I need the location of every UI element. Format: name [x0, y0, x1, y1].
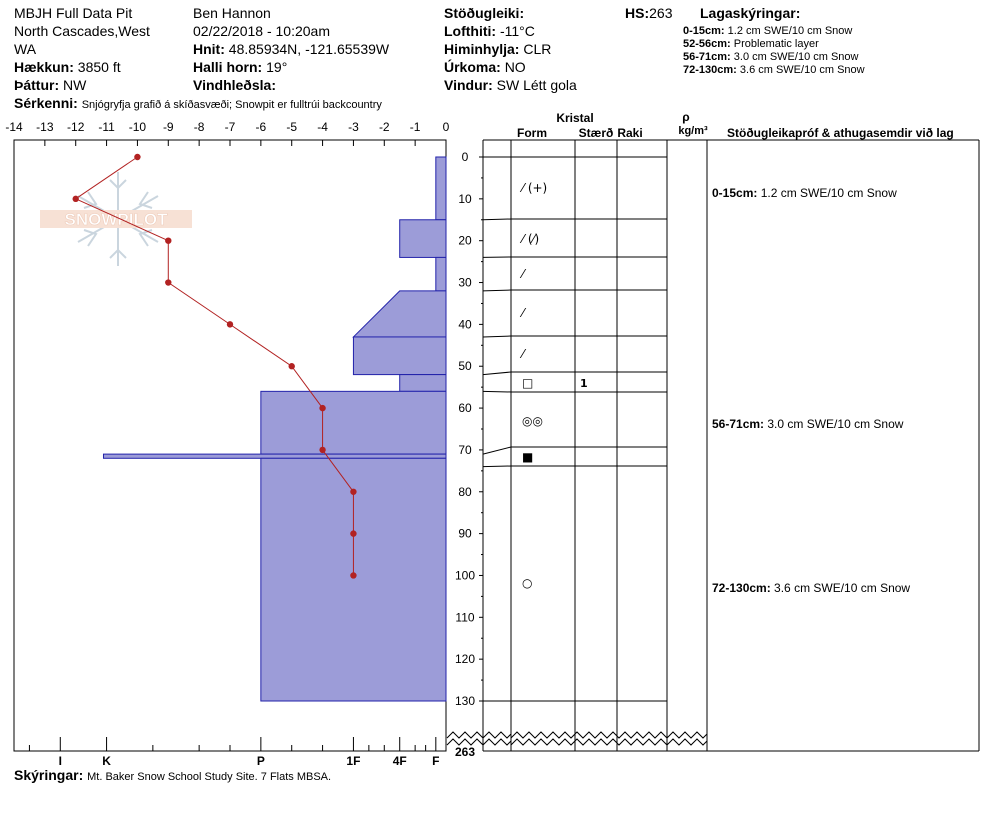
air-temp-label: Lofthiti:	[444, 23, 497, 39]
depth-tick-label: 120	[454, 652, 476, 667]
temp-tick-label: -7	[224, 120, 236, 134]
temperature-point	[319, 405, 325, 411]
layer-notes-title: Lagaskýringar:	[700, 5, 801, 21]
size-header: Stærð	[578, 126, 614, 140]
temp-tick-label: -2	[378, 120, 390, 134]
comments-value: Mt. Baker Snow School Study Site. 7 Flats MBSA.	[87, 771, 332, 783]
layer-note: 72-130cm: 3.6 cm SWE/10 cm Snow	[683, 64, 865, 76]
comments-label: Skýringar:	[14, 767, 84, 783]
moisture-header: Raki	[617, 126, 643, 140]
wind-label: Vindur:	[444, 77, 493, 93]
crystal-form: ⁄	[522, 347, 525, 361]
temp-tick-label: -12	[67, 120, 85, 134]
layer-connector	[483, 391, 511, 392]
crystal-form: ◎◎	[522, 414, 543, 428]
temperature-axis	[5, 120, 449, 146]
crystal-form: ○	[522, 576, 533, 590]
hardness-profile	[103, 157, 446, 701]
slope-value: 19°	[266, 59, 288, 75]
hardness-tick-label: K	[102, 754, 111, 768]
temperature-point	[227, 321, 233, 327]
wind-loading-label: Vindhleðsla:	[193, 77, 276, 93]
crystal-form: ⁄ (⁄)	[522, 232, 540, 246]
depth-tick-label: 50	[458, 359, 472, 374]
specifics-label: Sérkenni:	[14, 95, 78, 111]
location-line-2: WA	[14, 41, 37, 57]
depth-tick-label: 130	[454, 694, 476, 708]
datetime: 02/22/2018 - 10:20am	[193, 23, 330, 39]
temp-tick-label: -5	[286, 120, 298, 134]
layer-table	[447, 110, 979, 759]
hardness-layer	[261, 391, 446, 454]
temp-tick-label: -1	[409, 120, 421, 134]
break-mark-table-2	[511, 739, 707, 745]
layer-comment: 56-71cm: 3.0 cm SWE/10 cm Snow	[712, 417, 904, 431]
pit-name: MBJH Full Data Pit	[14, 5, 133, 21]
temperature-point	[350, 530, 356, 536]
temp-tick-label: -10	[128, 120, 147, 134]
depth-tick-label: 80	[458, 484, 472, 499]
temperature-point	[134, 154, 140, 160]
wind-value: SW Létt gola	[496, 77, 577, 93]
temp-tick-label: -13	[36, 120, 54, 134]
total-depth-label: 263	[454, 745, 476, 759]
hardness-tick-label: 4F	[392, 754, 407, 768]
precip-value: NO	[504, 59, 526, 75]
specifics-value: Snjógryfja grafið á skíðasvæði; Snowpit er fulltrúi backcountry	[81, 99, 382, 111]
location-line-1: North Cascades,West	[14, 23, 150, 39]
break-mark-table	[511, 732, 707, 738]
temp-tick-label: 0	[442, 120, 450, 134]
depth-tick-label: 0	[461, 150, 469, 164]
precip-label: Úrkoma:	[444, 59, 501, 75]
crystal-form: ⁄	[522, 267, 525, 281]
sky-label: Himinhylja:	[444, 41, 520, 57]
air-temp-value: -11°C	[499, 23, 535, 39]
layer-comment: 0-15cm: 1.2 cm SWE/10 cm Snow	[712, 186, 897, 200]
temp-tick-label: -6	[255, 120, 267, 134]
coords-label: Hnit:	[193, 41, 225, 57]
density-symbol: ρ	[682, 110, 690, 124]
layer-connector	[483, 336, 511, 337]
depth-tick-label: 30	[458, 275, 472, 290]
depth-axis	[455, 150, 483, 708]
depth-tick-label: 100	[454, 568, 476, 583]
depth-tick-label: 60	[458, 401, 472, 416]
layer-comment: 72-130cm: 3.6 cm SWE/10 cm Snow	[712, 581, 911, 595]
temp-tick-label: -11	[98, 120, 115, 134]
layer-connector	[483, 466, 511, 467]
observer: Ben Hannon	[193, 5, 271, 21]
aspect-value: NW	[63, 77, 87, 93]
hardness-layer	[103, 454, 446, 458]
hardness-layer	[353, 337, 446, 375]
crystal-form: ⁄ (+)	[522, 181, 548, 195]
depth-tick-label: 40	[458, 317, 472, 332]
layer-note: 56-71cm: 3.0 cm SWE/10 cm Snow	[683, 51, 859, 63]
coords-value: 48.85934N, -121.65539W	[228, 41, 390, 57]
crystal-header: Kristal	[556, 111, 594, 125]
hs-label: HS:	[625, 5, 650, 21]
hardness-tick-label: F	[432, 754, 440, 768]
hardness-tick-label: I	[58, 754, 62, 768]
temp-tick-label: -4	[317, 120, 328, 134]
temperature-point	[165, 237, 171, 243]
depth-tick-label: 70	[458, 442, 472, 457]
depth-tick-label: 90	[458, 526, 472, 541]
temperature-point	[350, 489, 356, 495]
depth-tick-label: 110	[455, 610, 475, 625]
crystal-form: □	[522, 376, 534, 390]
sky-value: CLR	[523, 41, 552, 57]
tests-header: Stöðugleikapróf & athugasemdir við lag	[727, 126, 954, 140]
elevation-value: 3850 ft	[77, 59, 121, 75]
hardness-layer	[436, 157, 446, 220]
temp-tick-label: -9	[162, 120, 174, 134]
layer-connector	[483, 447, 511, 454]
stability-label: Stöðugleiki:	[444, 5, 525, 21]
temperature-point	[165, 279, 171, 285]
layer-connector	[483, 219, 511, 220]
crystal-form: ⁄	[522, 306, 525, 320]
hardness-layer	[400, 375, 446, 392]
hardness-tick-label: P	[256, 754, 265, 768]
layer-note: 52-56cm: Problematic layer	[683, 38, 819, 50]
snowpilot-logo	[40, 172, 192, 266]
elevation-label: Hækkun:	[14, 59, 74, 75]
temperature-point	[289, 363, 295, 369]
slope-label: Halli horn:	[193, 59, 263, 75]
aspect-label: Þáttur:	[14, 77, 60, 93]
density-unit: kg/m³	[678, 125, 708, 137]
temperature-point	[350, 572, 356, 578]
hardness-tick-label: 1F	[346, 754, 361, 768]
layer-connector	[483, 372, 511, 375]
layer-comments	[712, 186, 910, 595]
temperature-point	[319, 447, 325, 453]
crystal-form: ■	[522, 450, 534, 464]
layer-note: 0-15cm: 1.2 cm SWE/10 cm Snow	[683, 25, 853, 37]
hardness-layer	[436, 257, 446, 290]
depth-tick-label: 10	[458, 191, 472, 206]
hs-value: 263	[649, 5, 673, 21]
temp-tick-label: -3	[348, 120, 359, 134]
depth-tick-label: 20	[458, 233, 472, 248]
hardness-layer	[400, 220, 446, 258]
break-mark-left	[447, 732, 511, 738]
temperature-point	[73, 196, 79, 202]
temp-tick-label: -14	[5, 120, 23, 134]
hardness-axis	[29, 737, 439, 768]
form-header: Form	[517, 126, 547, 140]
temp-tick-label: -8	[193, 120, 205, 134]
comments	[14, 766, 331, 786]
hardness-layer	[353, 291, 446, 337]
layer-connector	[483, 290, 511, 291]
logo-text: SNOWPILOT	[64, 210, 168, 229]
crystal-size: 1	[580, 377, 588, 390]
